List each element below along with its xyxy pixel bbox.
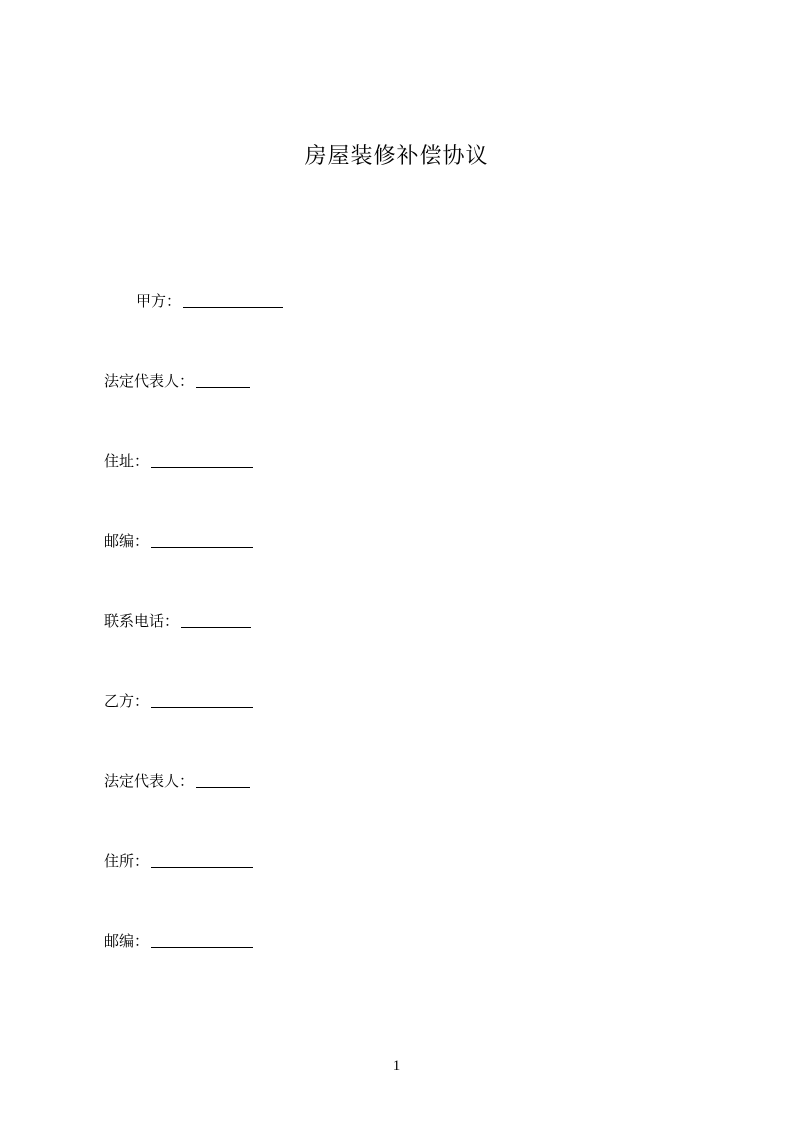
party-a-postcode-label: 邮编 [104,532,135,550]
party-b-blank[interactable] [151,689,253,708]
party-a-label: 甲方 [136,292,167,310]
colon: ： [134,452,150,470]
party-b-legal-rep-field [104,771,250,791]
party-a-phone-label: 联系电话 [104,612,165,630]
colon: ： [134,692,150,710]
document-title: 房屋装修补偿协议 [304,144,489,169]
party-a-phone-blank[interactable] [181,609,251,628]
party-b-residence-label: 住所 [104,852,135,870]
page-number: 1 [392,1058,401,1074]
party-a-field [136,291,283,311]
colon: ： [134,532,150,550]
party-b-residence-field [104,851,253,871]
party-a-address-label: 住址 [104,452,135,470]
party-a-address-field [104,451,253,471]
party-a-legal-rep-field [104,371,250,391]
colon: ： [179,372,195,390]
colon: ： [179,772,195,790]
colon: ： [134,932,150,950]
colon: ： [134,852,150,870]
party-b-label: 乙方 [104,692,135,710]
party-b-legal-rep-blank[interactable] [196,769,250,788]
colon: ： [166,292,182,310]
party-b-legal-rep-label: 法定代表人 [104,772,180,790]
party-b-postcode-label: 邮编 [104,932,135,950]
party-a-legal-rep-blank[interactable] [196,369,250,388]
party-b-postcode-field [104,931,253,951]
party-a-address-blank[interactable] [151,449,253,468]
party-a-postcode-blank[interactable] [151,529,253,548]
colon: ： [164,612,180,630]
party-a-postcode-field [104,531,253,551]
party-a-phone-field [104,611,251,631]
party-a-legal-rep-label: 法定代表人 [104,372,180,390]
party-b-postcode-blank[interactable] [151,929,253,948]
party-a-blank[interactable] [183,289,283,308]
party-b-field [104,691,253,711]
party-b-residence-blank[interactable] [151,849,253,868]
